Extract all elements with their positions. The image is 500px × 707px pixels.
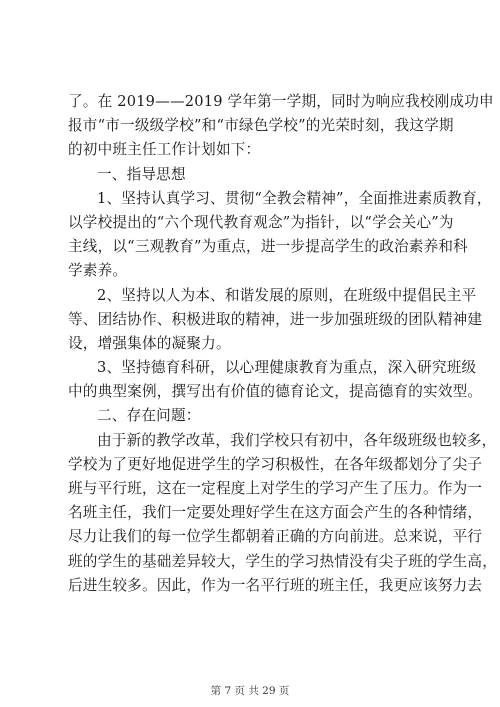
text-line: 尽力让我们的每一位学生都朝着正确的方向前进。总来说，平行	[68, 528, 483, 546]
text-line: 班的学生的基础差异较大，学生的学习热情没有尖子班的学生高，	[68, 552, 498, 570]
text-line: 3、坚持德育科研，以心理健康教育为重点，深入研究班级	[97, 359, 477, 377]
text-line: 名班主任，我们一定要处理好学生在这方面会产生的各种情绪，	[68, 504, 483, 522]
text-line: 等、团结协作、积极进取的精神，进一步加强班级的团队精神建	[68, 310, 483, 328]
text-line: 1、坚持认真学习、贯彻“全教会精神”，全面推进素质教育，	[97, 189, 492, 207]
text-line: 2、坚持以人为本、和谐发展的原则，在班级中提倡民主平	[97, 286, 477, 304]
text-line: 中的典型案例，撰写出有价值的德育论文，提高德育的实效型。	[68, 383, 483, 401]
text-line: 以学校提出的“六个现代教育观念”为指针，以“学会关心”为	[68, 213, 454, 231]
text-line: 学校为了更好地促进学生的学习积极性，在各年级都划分了尖子	[68, 455, 483, 473]
page-footer: 第 7 页 共 29 页	[210, 685, 290, 697]
text-line: 后进生较多。因此，作为一名平行班的班主任，我更应该努力去	[68, 576, 483, 594]
text-line: 学素养。	[68, 262, 128, 280]
body-text	[68, 90, 498, 598]
text-line: 由于新的教学改革，我们学校只有初中，各年级班级也较多，	[97, 431, 497, 449]
text-line: 的初中班主任工作计划如下：	[68, 141, 261, 159]
text-line: 班与平行班，这在一定程度上对学生的学习产生了压力。作为一	[68, 480, 483, 497]
text-line: 了。在 2019——2019 学年第一学期，同时为响应我校刚成功申	[68, 93, 494, 110]
text-line: 二、存在问题：	[97, 407, 201, 425]
text-line: 设，增强集体的凝聚力。	[68, 334, 231, 352]
text-line: 一、指导思想	[97, 165, 186, 183]
text-line: 主线，以“三观教育”为重点，进一步提高学生的政治素养和科	[68, 238, 468, 256]
document-body	[68, 90, 498, 598]
text-line: 报市“市一级级学校”和“市绿色学校”的光荣时刻，我这学期	[68, 117, 454, 135]
